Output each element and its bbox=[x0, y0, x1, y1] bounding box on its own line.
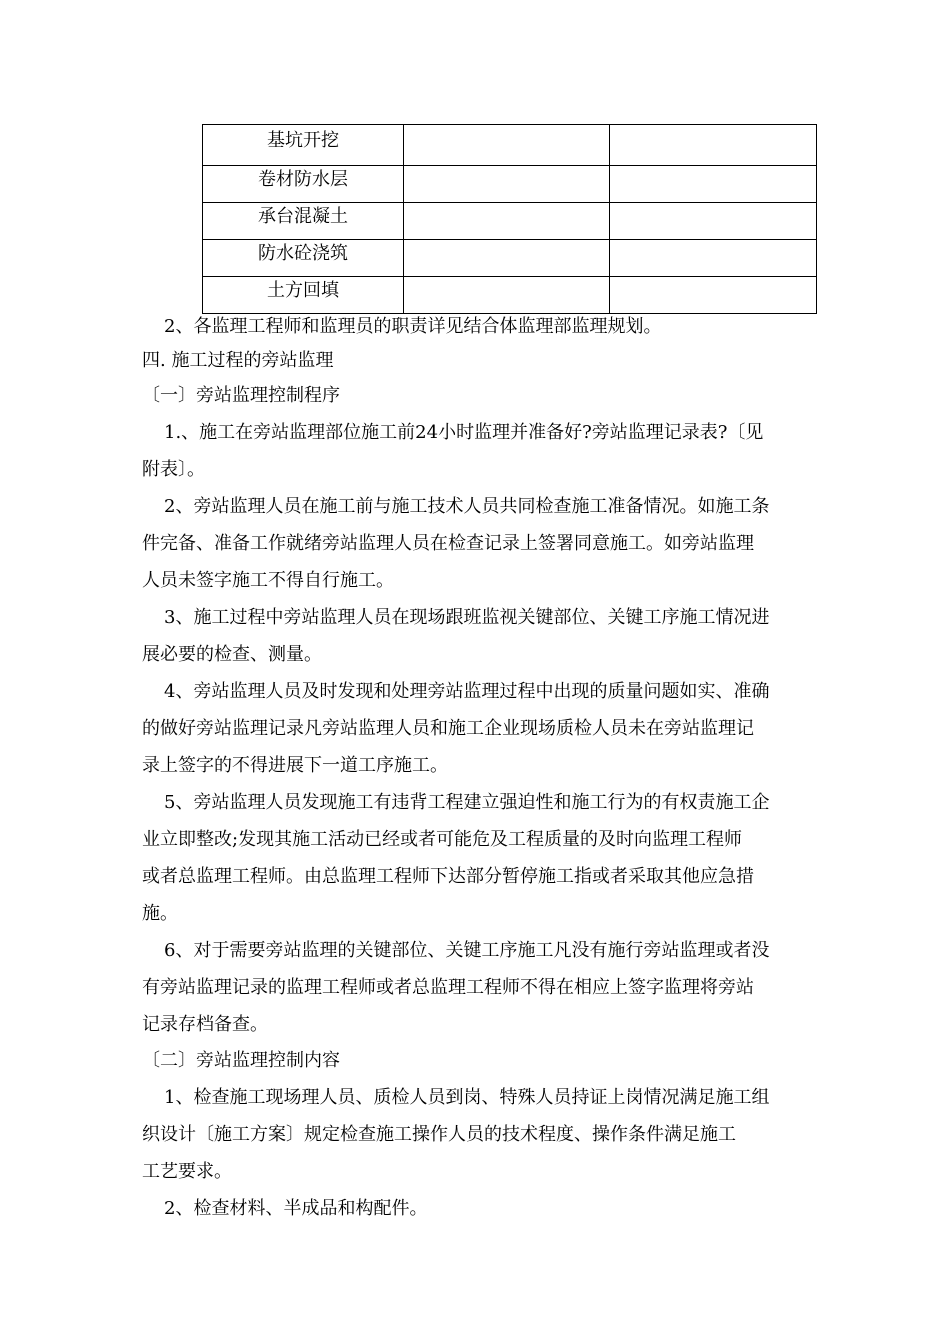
text-line: 录上签字的不得进展下一道工序施工。 bbox=[142, 755, 448, 776]
table-cell-item: 卷材防水层 bbox=[203, 166, 404, 203]
text-line: 2、旁站监理人员在施工前与施工技术人员共同检查施工准备情况。如施工条 bbox=[164, 496, 770, 517]
table-cell-item: 承台混凝土 bbox=[203, 203, 404, 240]
text-line: 件完备、准备工作就绪旁站监理人员在检查记录上签署同意施工。如旁站监理 bbox=[142, 533, 754, 554]
section-heading: 四. 施工过程的旁站监理 bbox=[142, 350, 334, 371]
table-cell bbox=[404, 125, 610, 166]
table-cell-item: 土方回填 bbox=[203, 277, 404, 314]
text-line: 或者总监理工程师。由总监理工程师下达部分暂停施工指或者采取其他应急措 bbox=[142, 866, 754, 887]
table-cell bbox=[610, 166, 817, 203]
table-cell bbox=[610, 277, 817, 314]
text-line: 业立即整改;发现其施工活动已经或者可能危及工程质量的及时向监理工程师 bbox=[142, 829, 743, 850]
text-line: 4、旁站监理人员及时发现和处理旁站监理过程中出现的质量问题如实、准确 bbox=[164, 681, 770, 702]
table-cell-item: 防水砼浇筑 bbox=[203, 240, 404, 277]
text-line: 3、施工过程中旁站监理人员在现场跟班监视关键部位、关键工序施工情况进 bbox=[164, 607, 770, 628]
text-line: 2、检查材料、半成品和构配件。 bbox=[164, 1198, 428, 1219]
text-line: 1.、施工在旁站监理部位施工前24小时监理并准备好?旁站监理记录表?〔见 bbox=[164, 422, 764, 443]
text-line: 5、旁站监理人员发现施工有违背工程建立强迫性和施工行为的有权责施工企 bbox=[164, 792, 770, 813]
table-cell bbox=[404, 277, 610, 314]
text-line: 附表〕。 bbox=[142, 459, 205, 480]
table-row bbox=[203, 125, 817, 166]
text-line: 6、对于需要旁站监理的关键部位、关键工序施工凡没有施行旁站监理或者没 bbox=[164, 940, 770, 961]
inspection-table bbox=[202, 124, 817, 314]
table-cell bbox=[404, 203, 610, 240]
text-line: 织设计〔施工方案〕规定检查施工操作人员的技术程度、操作条件满足施工 bbox=[142, 1124, 736, 1145]
table-cell bbox=[404, 166, 610, 203]
table-row bbox=[203, 277, 817, 314]
table-cell bbox=[610, 240, 817, 277]
table-cell bbox=[610, 203, 817, 240]
table-row bbox=[203, 203, 817, 240]
document-body bbox=[142, 310, 812, 1227]
table-row bbox=[203, 166, 817, 203]
table-cell bbox=[610, 125, 817, 166]
text-line: 2、各监理工程师和监理员的职责详见结合体监理部监理规划。 bbox=[164, 316, 662, 337]
text-line: 记录存档备查。 bbox=[142, 1014, 268, 1035]
text-line: 施。 bbox=[142, 903, 178, 924]
text-line: 人员未签字施工不得自行施工。 bbox=[142, 570, 394, 591]
text-line: 的做好旁站监理记录凡旁站监理人员和施工企业现场质检人员未在旁站监理记 bbox=[142, 718, 754, 739]
text-line: 工艺要求。 bbox=[142, 1161, 232, 1182]
table-row bbox=[203, 240, 817, 277]
text-line: 展必要的检查、测量。 bbox=[142, 644, 322, 665]
table-cell-item: 基坑开挖 bbox=[203, 125, 404, 166]
table-cell bbox=[404, 240, 610, 277]
subsection-heading: 〔二〕旁站监理控制内容 bbox=[142, 1050, 340, 1071]
subsection-heading: 〔一〕旁站监理控制程序 bbox=[142, 385, 340, 406]
text-line: 有旁站监理记录的监理工程师或者总监理工程师不得在相应上签字监理将旁站 bbox=[142, 977, 754, 998]
text-line: 1、检查施工现场理人员、质检人员到岗、特殊人员持证上岗情况满足施工组 bbox=[164, 1087, 770, 1108]
